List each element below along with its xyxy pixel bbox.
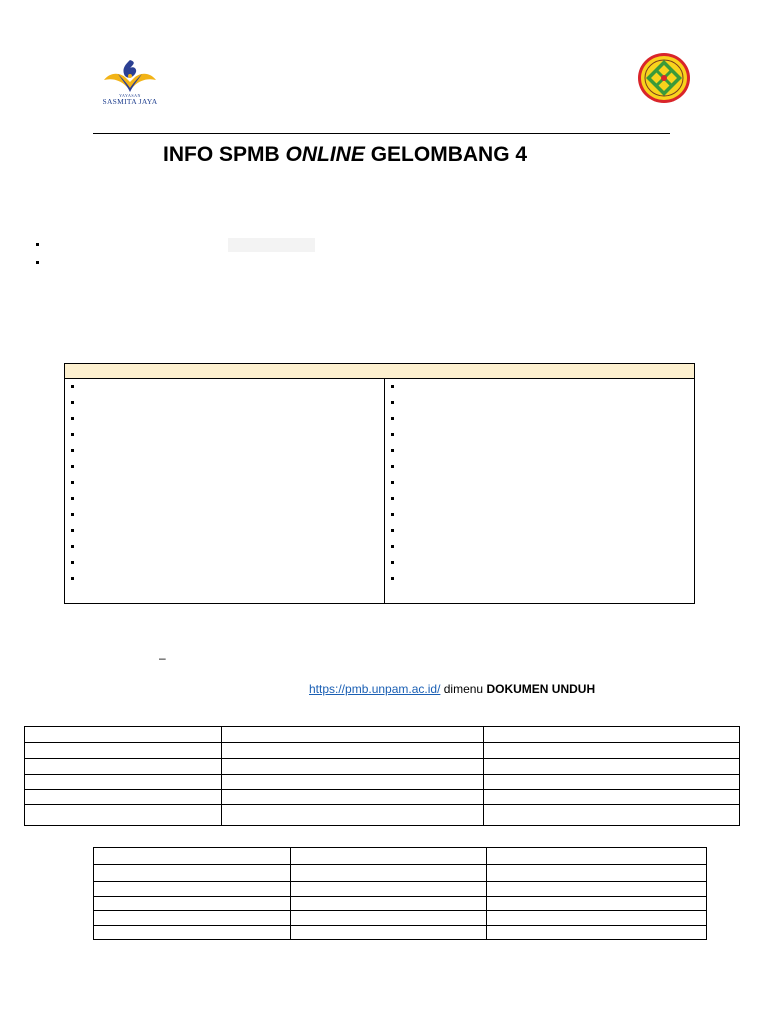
title-online: ONLINE bbox=[285, 143, 365, 166]
header-rule bbox=[93, 133, 670, 134]
bullet-marker bbox=[391, 465, 394, 468]
bullet-marker bbox=[391, 433, 394, 436]
table-row bbox=[94, 865, 707, 882]
table-row bbox=[25, 775, 740, 790]
bullet-marker bbox=[71, 465, 74, 468]
table-row bbox=[25, 743, 740, 759]
download-info-line bbox=[309, 682, 595, 696]
bullet-marker bbox=[391, 481, 394, 484]
download-menu-label: DOKUMEN UNDUH bbox=[486, 682, 596, 696]
bullet-marker bbox=[36, 243, 39, 246]
bullet-marker bbox=[71, 417, 74, 420]
bullet-marker bbox=[391, 385, 394, 388]
bullet-marker bbox=[391, 401, 394, 404]
table-row bbox=[94, 911, 707, 926]
table-row bbox=[94, 882, 707, 897]
bullet-marker bbox=[391, 449, 394, 452]
link-middle-text: dimenu bbox=[443, 682, 484, 696]
title-part1: INFO SPMB bbox=[163, 143, 280, 166]
pmb-link[interactable]: https://pmb.unpam.ac.id/ bbox=[309, 682, 441, 696]
schedule-table bbox=[93, 847, 707, 940]
fee-table bbox=[24, 726, 740, 826]
logo-caption-big: SASMITA JAYA bbox=[102, 97, 158, 106]
table-row bbox=[25, 759, 740, 775]
table-row bbox=[25, 805, 740, 826]
table-row bbox=[25, 727, 740, 743]
bullet-marker bbox=[391, 513, 394, 516]
bullet-marker bbox=[71, 433, 74, 436]
bullet-marker bbox=[71, 513, 74, 516]
bullet-marker bbox=[391, 577, 394, 580]
university-seal-icon bbox=[637, 52, 691, 104]
bullet-marker bbox=[391, 545, 394, 548]
bullet-marker bbox=[71, 385, 74, 388]
logo-caption-small: YAYASAN bbox=[119, 93, 141, 98]
yayasan-logo bbox=[100, 58, 160, 108]
requirements-table bbox=[64, 363, 695, 604]
dash-mark: – bbox=[159, 651, 166, 665]
highlighted-blank bbox=[228, 238, 315, 252]
table-row bbox=[25, 790, 740, 805]
bullet-marker bbox=[71, 401, 74, 404]
requirements-table-header bbox=[65, 364, 694, 379]
bullet-marker bbox=[71, 545, 74, 548]
table-row bbox=[94, 848, 707, 865]
title-part3: GELOMBANG 4 bbox=[370, 143, 528, 166]
bullet-marker bbox=[71, 497, 74, 500]
bullet-marker bbox=[391, 497, 394, 500]
bullet-marker bbox=[71, 577, 74, 580]
bullet-marker bbox=[391, 529, 394, 532]
university-seal bbox=[637, 52, 691, 104]
yayasan-logo-icon bbox=[100, 58, 160, 94]
requirements-column-divider bbox=[384, 379, 385, 604]
bullet-marker bbox=[71, 529, 74, 532]
bullet-marker bbox=[71, 449, 74, 452]
table-row bbox=[94, 926, 707, 940]
bullet-marker bbox=[391, 417, 394, 420]
bullet-marker bbox=[71, 561, 74, 564]
bullet-marker bbox=[391, 561, 394, 564]
bullet-marker bbox=[36, 261, 39, 264]
table-row bbox=[94, 897, 707, 911]
page-title bbox=[163, 143, 527, 167]
bullet-marker bbox=[71, 481, 74, 484]
